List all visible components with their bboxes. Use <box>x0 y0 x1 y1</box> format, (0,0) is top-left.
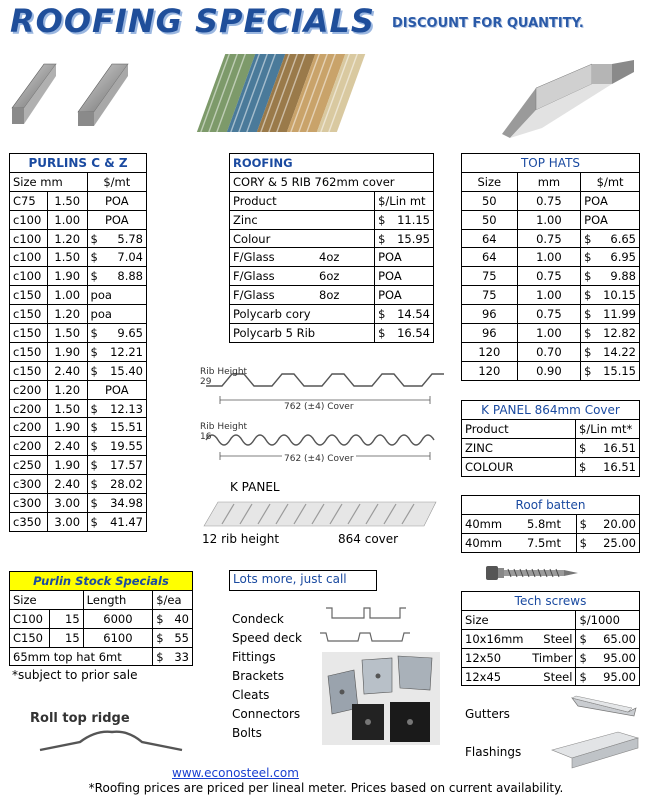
roofing-col-product: Product <box>230 191 375 210</box>
purlin-row <box>10 324 147 343</box>
top-hat-row <box>462 210 640 229</box>
purlins-table <box>9 153 147 532</box>
purlin-price: $ 17.57 <box>87 456 146 475</box>
top-hat-price: $ 6.65 <box>581 229 640 248</box>
stock-specials-title: Purlin Stock Specials <box>10 572 193 591</box>
purlin-price: $ 9.65 <box>87 324 146 343</box>
roll-top-ridge-label: Roll top ridge <box>30 711 130 726</box>
roofing-row <box>230 286 434 305</box>
top-hat-price: $ 12.82 <box>581 324 640 343</box>
top-hat-mm: 1.00 <box>517 248 581 267</box>
top-hat-size: 50 <box>462 210 518 229</box>
stock-specials-note: *subject to prior sale <box>12 668 138 682</box>
roofing-sheets-image <box>186 52 366 142</box>
kpanel-diagram-title: K PANEL <box>230 480 280 494</box>
purlin-row <box>10 267 147 286</box>
purlin-code: c150 <box>10 305 48 324</box>
top-hats-col-mm: mm <box>517 172 581 191</box>
top-hat-price: POA <box>581 210 640 229</box>
purlin-row <box>10 305 147 324</box>
top-hat-row <box>462 305 640 324</box>
purlin-code: c150 <box>10 361 48 380</box>
purlin-thickness: 1.90 <box>47 267 87 286</box>
purlin-thickness: 1.20 <box>47 229 87 248</box>
top-hat-row <box>462 286 640 305</box>
purlin-price: poa <box>87 305 146 324</box>
misc-item: Fittings <box>232 650 276 664</box>
roofing-row <box>230 229 434 248</box>
purlin-row <box>10 286 147 305</box>
purlin-code: c200 <box>10 437 48 456</box>
batten-size: 40mm 7.5mt <box>462 533 577 552</box>
speed-deck-profile-icon <box>318 630 412 644</box>
roofing-product: F/Glass 8oz <box>230 286 375 305</box>
purlin-thickness: 1.00 <box>47 286 87 305</box>
purlin-row <box>10 361 147 380</box>
top-hat-row <box>462 342 640 361</box>
top-hat-mm: 0.75 <box>517 305 581 324</box>
roofing-product: Zinc <box>230 210 375 229</box>
purlin-code: c200 <box>10 418 48 437</box>
roofing-price: POA <box>375 286 434 305</box>
batten-row <box>462 514 640 533</box>
purlins-col-size: Size mm <box>10 172 88 191</box>
purlin-row <box>10 399 147 418</box>
top-hat-row <box>462 191 640 210</box>
tech-col-size: Size <box>462 610 576 629</box>
kpanel-profile-image <box>200 496 440 532</box>
purlin-thickness: 1.20 <box>47 305 87 324</box>
kpanel-col-price: $/Lin mt* <box>576 419 640 438</box>
top-hat-mm: 1.00 <box>517 210 581 229</box>
purlin-row <box>10 248 147 267</box>
rib-16-cover: 762 (±4) Cover <box>284 454 354 464</box>
flashing-image <box>548 728 642 772</box>
purlin-code: c150 <box>10 324 48 343</box>
top-hat-mm: 0.90 <box>517 361 581 380</box>
purlin-code: c150 <box>10 342 48 361</box>
top-hat-row <box>462 267 640 286</box>
stock-extra-cur: $ <box>156 649 164 664</box>
top-hat-size: 75 <box>462 267 518 286</box>
top-hat-image <box>496 58 638 142</box>
stock-col-size: Size <box>10 590 84 609</box>
roofing-row <box>230 305 434 324</box>
top-hat-size: 64 <box>462 229 518 248</box>
rib-29-value: 29 <box>200 377 212 387</box>
purlin-row <box>10 229 147 248</box>
roofing-table <box>229 153 434 343</box>
top-hat-price: $ 9.88 <box>581 267 640 286</box>
purlin-row <box>10 494 147 513</box>
roofing-product: F/Glass 4oz <box>230 248 375 267</box>
roofing-price: $ 14.54 <box>375 305 434 324</box>
roof-batten-table <box>461 495 640 553</box>
kpanel-title: K PANEL 864mm Cover <box>462 401 640 420</box>
purlin-code: c300 <box>10 494 48 513</box>
purlin-price: $ 5.78 <box>87 229 146 248</box>
purlin-row <box>10 342 147 361</box>
purlin-price: POA <box>87 380 146 399</box>
purlin-thickness: 3.00 <box>47 494 87 513</box>
top-hat-mm: 0.70 <box>517 342 581 361</box>
page-title: ROOFING SPECIALS <box>10 2 375 40</box>
kpanel-product: ZINC <box>462 438 576 457</box>
rib-16-label: Rib Height <box>200 422 248 432</box>
purlin-price: poa <box>87 286 146 305</box>
purlin-thickness: 1.00 <box>47 210 87 229</box>
top-hat-size: 64 <box>462 248 518 267</box>
purlin-price: $ 41.47 <box>87 512 146 531</box>
misc-item: Cleats <box>232 688 270 702</box>
kpanel-product: COLOUR <box>462 457 576 476</box>
purlin-code: c200 <box>10 399 48 418</box>
purlin-code: c150 <box>10 286 48 305</box>
roofing-row <box>230 267 434 286</box>
roofing-title: ROOFING <box>230 154 434 173</box>
screw-size: 12x45 Steel <box>462 667 576 686</box>
condeck-profile-icon <box>324 604 408 622</box>
roofing-price: $ 11.15 <box>375 210 434 229</box>
purlin-code: c100 <box>10 248 48 267</box>
purlin-code: c100 <box>10 210 48 229</box>
footer-note: *Roofing prices are priced per lineal meter. Prices based on current availability. <box>88 781 564 795</box>
roofing-product: Polycarb cory <box>230 305 375 324</box>
misc-item: Connectors <box>232 707 301 721</box>
purlin-image <box>8 58 136 128</box>
screw-row <box>462 667 640 686</box>
top-hat-price: $ 10.15 <box>581 286 640 305</box>
stock-specials-table <box>9 571 193 666</box>
top-hats-table <box>461 153 640 381</box>
purlin-thickness: 1.90 <box>47 342 87 361</box>
purlins-col-price: $/mt <box>87 172 146 191</box>
screw-row <box>462 629 640 648</box>
top-hat-mm: 0.75 <box>517 229 581 248</box>
stock-row <box>10 609 193 628</box>
top-hat-price: POA <box>581 191 640 210</box>
screw-size: 10x16mm Steel <box>462 629 576 648</box>
tech-col-price: $/1000 <box>576 610 640 629</box>
purlin-price: $ 12.21 <box>87 342 146 361</box>
roofing-product: Polycarb 5 Rib <box>230 324 375 343</box>
roofing-col-price: $/Lin mt <box>375 191 434 210</box>
screw-price: $ 95.00 <box>576 667 640 686</box>
purlin-price: $ 15.51 <box>87 418 146 437</box>
screw-price: $ 95.00 <box>576 648 640 667</box>
stock-price: $ 40 <box>153 609 193 628</box>
misc-item: Brackets <box>232 669 284 683</box>
top-hat-row <box>462 324 640 343</box>
top-hat-price: $ 15.15 <box>581 361 640 380</box>
purlin-code: c300 <box>10 475 48 494</box>
kpanel-price: $ 16.51 <box>576 438 640 457</box>
batten-row <box>462 533 640 552</box>
top-hat-mm: 1.00 <box>517 286 581 305</box>
roof-batten-title: Roof batten <box>462 496 640 515</box>
top-hat-price: $ 6.95 <box>581 248 640 267</box>
tech-screw-image <box>484 562 584 584</box>
purlin-thickness: 2.40 <box>47 361 87 380</box>
lots-more-box: Lots more, just call <box>229 570 377 591</box>
top-hats-col-price: $/mt <box>581 172 640 191</box>
roofing-subtitle: CORY & 5 RIB 762mm cover <box>230 172 434 191</box>
purlin-price: $ 19.55 <box>87 437 146 456</box>
purlin-thickness: 1.50 <box>47 399 87 418</box>
purlin-thickness: 1.50 <box>47 324 87 343</box>
purlin-price: $ 34.98 <box>87 494 146 513</box>
purlin-code: c100 <box>10 267 48 286</box>
gutter-image <box>568 692 640 722</box>
purlin-thickness: 1.90 <box>47 418 87 437</box>
kpanel-rib-height: 12 rib height <box>202 532 280 546</box>
purlin-row <box>10 380 147 399</box>
rib-29-cover: 762 (±4) Cover <box>284 402 354 412</box>
purlin-thickness: 2.40 <box>47 475 87 494</box>
top-hat-price: $ 11.99 <box>581 305 640 324</box>
rib-16-value: 16 <box>200 432 212 442</box>
stock-row <box>10 628 193 647</box>
page-subtitle: DISCOUNT FOR QUANTITY. <box>392 16 584 31</box>
stock-length: 6000 <box>83 609 153 628</box>
batten-size: 40mm 5.8mt <box>462 514 577 533</box>
purlin-row <box>10 512 147 531</box>
roofing-product: Colour <box>230 229 375 248</box>
roofing-price: POA <box>375 267 434 286</box>
purlin-price: $ 7.04 <box>87 248 146 267</box>
purlin-price: $ 8.88 <box>87 267 146 286</box>
stock-col-price: $/ea <box>153 590 193 609</box>
top-hat-size: 96 <box>462 324 518 343</box>
kpanel-col-product: Product <box>462 419 576 438</box>
rib-29-label: Rib Height <box>200 367 248 377</box>
top-hat-size: 120 <box>462 361 518 380</box>
purlin-price: $ 12.13 <box>87 399 146 418</box>
top-hat-size: 50 <box>462 191 518 210</box>
stock-size: 15 <box>49 628 83 647</box>
purlin-code: c100 <box>10 229 48 248</box>
top-hat-size: 120 <box>462 342 518 361</box>
purlin-code: c350 <box>10 512 48 531</box>
roofing-price: $ 16.54 <box>375 324 434 343</box>
roll-top-ridge-icon <box>36 728 186 756</box>
top-hat-row <box>462 248 640 267</box>
batten-price: $ 25.00 <box>576 533 639 552</box>
kpanel-price: $ 16.51 <box>576 457 640 476</box>
roofing-row <box>230 210 434 229</box>
stock-code: C150 <box>10 628 50 647</box>
top-hat-row <box>462 229 640 248</box>
roofing-price: POA <box>375 248 434 267</box>
purlin-price: $ 28.02 <box>87 475 146 494</box>
kpanel-row <box>462 457 640 476</box>
roofing-product: F/Glass 6oz <box>230 267 375 286</box>
screw-size: 12x50 Timber <box>462 648 576 667</box>
purlin-row <box>10 437 147 456</box>
stock-size: 15 <box>49 609 83 628</box>
flashings-label: Flashings <box>465 745 522 759</box>
top-hat-mm: 0.75 <box>517 191 581 210</box>
misc-item: Condeck <box>232 612 284 626</box>
purlin-row <box>10 475 147 494</box>
purlin-code: c250 <box>10 456 48 475</box>
website-link[interactable]: www.econosteel.com <box>172 766 299 780</box>
tech-screws-table <box>461 591 640 686</box>
top-hat-size: 75 <box>462 286 518 305</box>
purlin-price: POA <box>87 191 146 210</box>
stock-length: 6100 <box>83 628 153 647</box>
kpanel-table <box>461 400 640 477</box>
stock-extra-label: 65mm top hat 6mt <box>10 647 153 666</box>
purlin-row <box>10 418 147 437</box>
screw-row <box>462 648 640 667</box>
purlins-title: PURLINS C & Z <box>10 154 147 173</box>
stock-code: C100 <box>10 609 50 628</box>
misc-items-list <box>232 610 302 743</box>
roofing-row <box>230 324 434 343</box>
roofing-row <box>230 248 434 267</box>
top-hat-price: $ 14.22 <box>581 342 640 361</box>
kpanel-row <box>462 438 640 457</box>
purlin-thickness: 1.90 <box>47 456 87 475</box>
purlin-price: POA <box>87 210 146 229</box>
stock-extra-price: 33 <box>174 649 189 664</box>
top-hat-row <box>462 361 640 380</box>
roofing-price: $ 15.95 <box>375 229 434 248</box>
purlin-price: $ 15.40 <box>87 361 146 380</box>
stock-col-length: Length <box>83 590 153 609</box>
top-hat-mm: 0.75 <box>517 267 581 286</box>
gutters-label: Gutters <box>465 707 510 721</box>
brackets-photo <box>322 652 440 745</box>
purlin-row <box>10 191 147 210</box>
purlin-row <box>10 456 147 475</box>
purlin-thickness: 1.50 <box>47 248 87 267</box>
purlin-thickness: 1.50 <box>47 191 87 210</box>
top-hat-mm: 1.00 <box>517 324 581 343</box>
top-hats-title: TOP HATS <box>462 154 640 173</box>
batten-price: $ 20.00 <box>576 514 639 533</box>
purlin-row <box>10 210 147 229</box>
purlin-thickness: 1.20 <box>47 380 87 399</box>
misc-item: Speed deck <box>232 631 302 645</box>
purlin-thickness: 2.40 <box>47 437 87 456</box>
misc-item: Bolts <box>232 726 262 740</box>
stock-price: $ 55 <box>153 628 193 647</box>
screw-price: $ 65.00 <box>576 629 640 648</box>
purlin-code: c200 <box>10 380 48 399</box>
purlin-code: C75 <box>10 191 48 210</box>
top-hats-col-size: Size <box>462 172 518 191</box>
purlin-thickness: 3.00 <box>47 512 87 531</box>
top-hat-size: 96 <box>462 305 518 324</box>
tech-screws-title: Tech screws <box>462 592 640 611</box>
kpanel-cover: 864 cover <box>338 532 399 546</box>
